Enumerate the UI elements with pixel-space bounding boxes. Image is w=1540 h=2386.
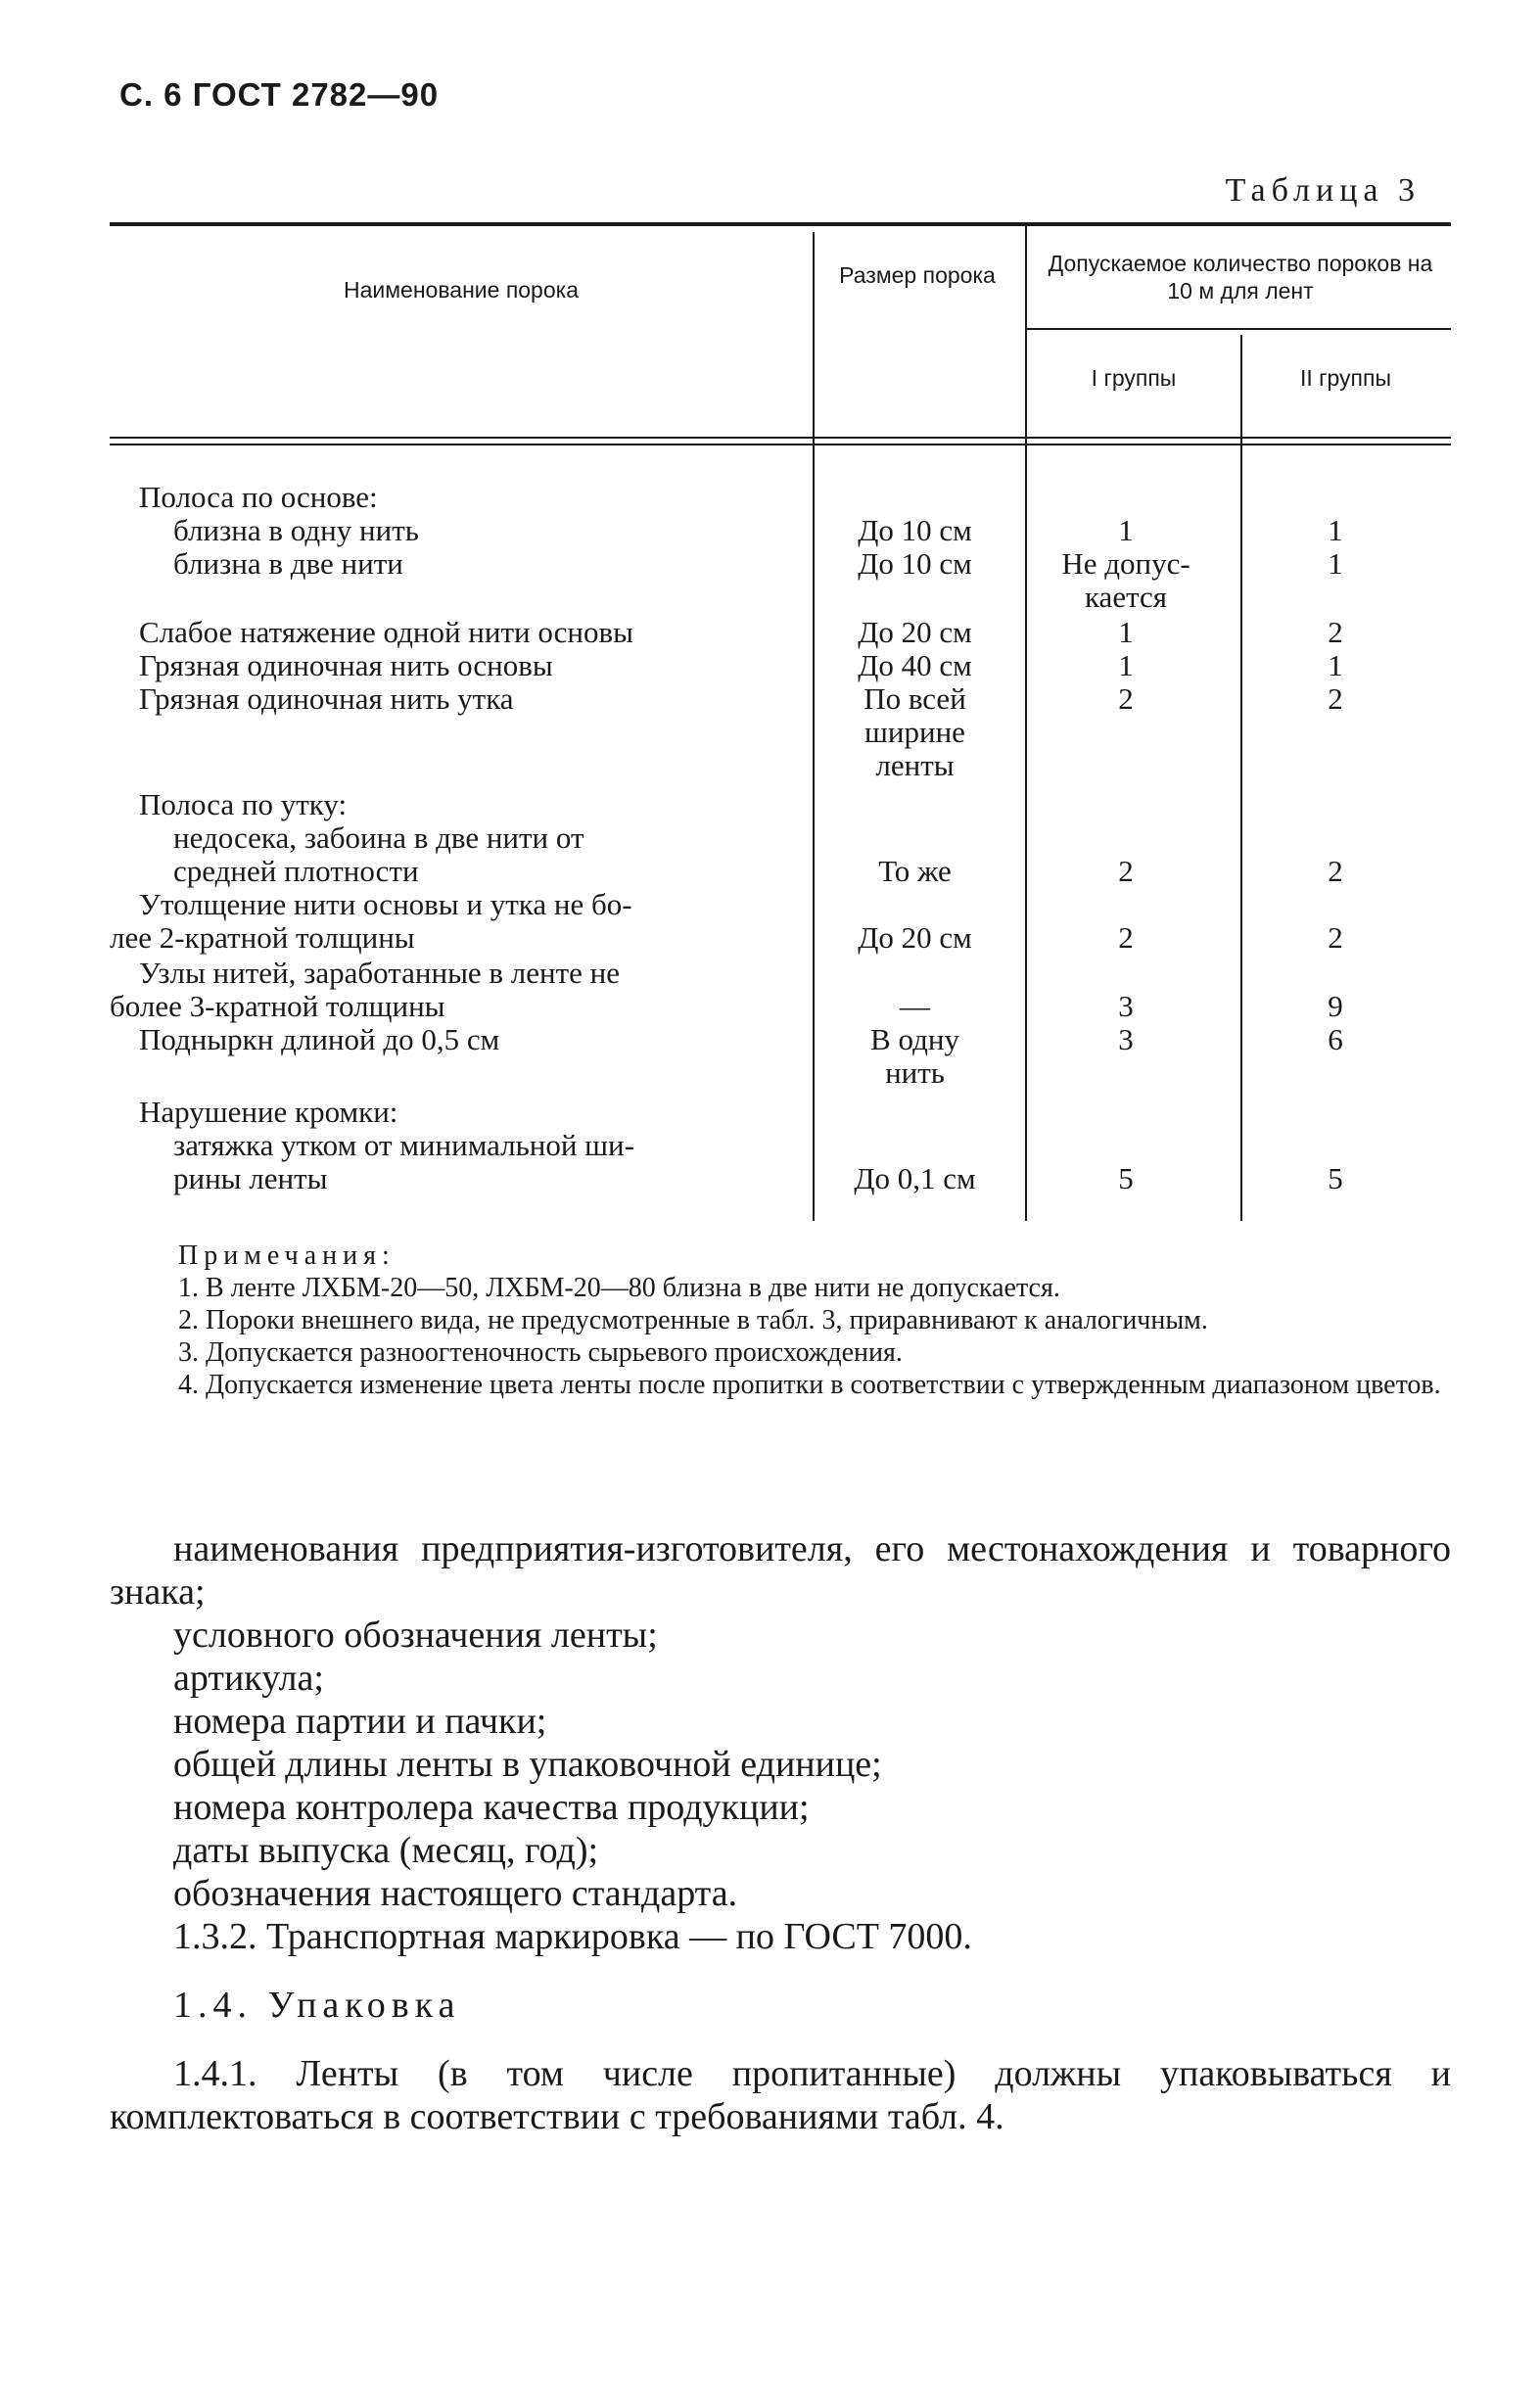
note-item: 3. Допускается разноогтеночность сырьевого происхождения. [178,1337,903,1368]
col-separator-2 [1025,222,1027,1221]
body-line: обозначения настоящего стандарта. [173,1873,738,1914]
cell-name: близна в одну нить [173,513,419,547]
cell-group-1: 3 [1118,989,1134,1023]
group-header-rule [1025,328,1451,330]
cell-name: Полоса по утку: [139,787,348,821]
cell-name: рины ленты [173,1161,328,1195]
cell-group-2: 2 [1328,681,1343,716]
table-caption: Таблица 3 [1225,172,1421,209]
page-header: С. 6 ГОСТ 2782—90 [119,76,440,113]
marking-requirements [110,1527,1451,2138]
cell-size: До 0,1 см [854,1161,976,1195]
header-defect-size: Размер порока [839,262,996,288]
cell-size: До 10 см [858,513,972,547]
cell-name: Узлы нитей, заработанные в ленте не [139,956,621,990]
cell-name: недосека, забоина в две нити от [173,820,584,855]
cell-name: лее 2-кратной толщины [110,920,415,955]
body-line: наименования предприятия-изготовителя, его местонахождения и товарного знака; [110,1528,1451,1613]
cell-size: В одну [870,1022,959,1056]
cell-name: Грязная одиночная нить утка [139,681,514,716]
body-line: номера партии и пачки; [173,1701,547,1742]
cell-group-1: 2 [1118,854,1134,888]
header-group-2: II группы [1299,365,1392,391]
body-line: номера контролера качества продукции; [173,1787,810,1828]
table-notes [178,1240,1451,1401]
cell-size: ленты [875,748,955,782]
cell-group-2: 2 [1328,615,1343,649]
body-line: артикула; [173,1658,324,1699]
col-separator-3 [1240,335,1242,1221]
cell-size: До 20 см [858,615,972,649]
cell-group-1: 1 [1118,513,1134,547]
cell-group-1: 1 [1118,615,1134,649]
table-header-rule [110,437,1451,439]
cell-group-2: 1 [1328,513,1343,547]
body-line: общей длины ленты в упаковочной единице; [173,1744,882,1785]
cell-size: По всей [863,681,966,716]
cell-size: — [900,989,930,1023]
cell-group-1: 3 [1118,1022,1134,1056]
section-title: 1.4. Упаковка [173,1985,461,2026]
body-paragraph: 1.4.1. Ленты (в том числе пропитанные) должны упаковываться и комплектоваться в соответствии с требованиями табл. 4. [110,2053,1451,2137]
cell-name: Утолщение нити основы и утка не бо- [139,887,632,921]
header-group-1: I группы [1091,365,1177,391]
cell-group-2: 2 [1328,854,1343,888]
cell-group-1: 1 [1118,648,1134,682]
cell-name: средней плотности [173,854,419,888]
cell-group-1: кается [1084,580,1168,614]
note-item: 1. В ленте ЛХБМ-20—50, ЛХБМ-20—80 близна в две нити не допускается. [178,1273,1060,1303]
cell-group-1: Не допус- [1061,546,1190,581]
cell-name: Нарушение кромки: [139,1095,398,1129]
cell-group-2: 9 [1328,989,1343,1023]
cell-name: более 3-кратной толщины [110,989,445,1023]
table-top-rule [110,222,1451,226]
cell-group-1: 2 [1118,681,1134,716]
cell-group-2: 6 [1328,1022,1343,1056]
cell-name: Слабое натяжение одной нити основы [139,615,633,649]
cell-group-2: 2 [1328,920,1343,955]
cell-name: Грязная одиночная нить основы [139,648,553,682]
cell-size: До 20 см [858,920,972,955]
cell-size: То же [878,854,952,888]
cell-size: До 10 см [858,546,972,581]
cell-group-2: 1 [1328,546,1343,581]
cell-name: близна в две нити [173,546,403,581]
body-line: 1.3.2. Транспортная маркировка — по ГОСТ 7000. [173,1916,972,1957]
notes-title: Примечания: [178,1240,396,1271]
table-header-rule-2 [110,444,1451,445]
cell-name: Полоса по основе: [139,480,378,514]
cell-group-2: 1 [1328,648,1343,682]
header-defect-name: Наименование порока [343,277,580,303]
cell-group-1: 5 [1118,1161,1134,1195]
cell-size: До 40 см [858,648,972,682]
cell-group-2: 5 [1328,1161,1343,1195]
cell-size: ширине [864,715,965,749]
header-allowed-count: Допускаемое количество пороков на 10 м для лент [1048,251,1433,304]
cell-name: затяжка утком от минимальной ши- [173,1128,634,1162]
note-item: 2. Пороки внешнего вида, не предусмотренные в табл. 3, приравнивают к аналогичным. [178,1305,1208,1335]
note-item: 4. Допускается изменение цвета ленты после пропитки в соответствии с утвержденным диапазоном цветов. [178,1370,1441,1400]
cell-group-1: 2 [1118,920,1134,955]
cell-name: Подныркн длиной до 0,5 см [139,1022,500,1056]
body-line: условного обозначения ленты; [173,1614,658,1656]
cell-size: нить [885,1055,945,1090]
body-line: даты выпуска (месяц, год); [173,1830,599,1871]
